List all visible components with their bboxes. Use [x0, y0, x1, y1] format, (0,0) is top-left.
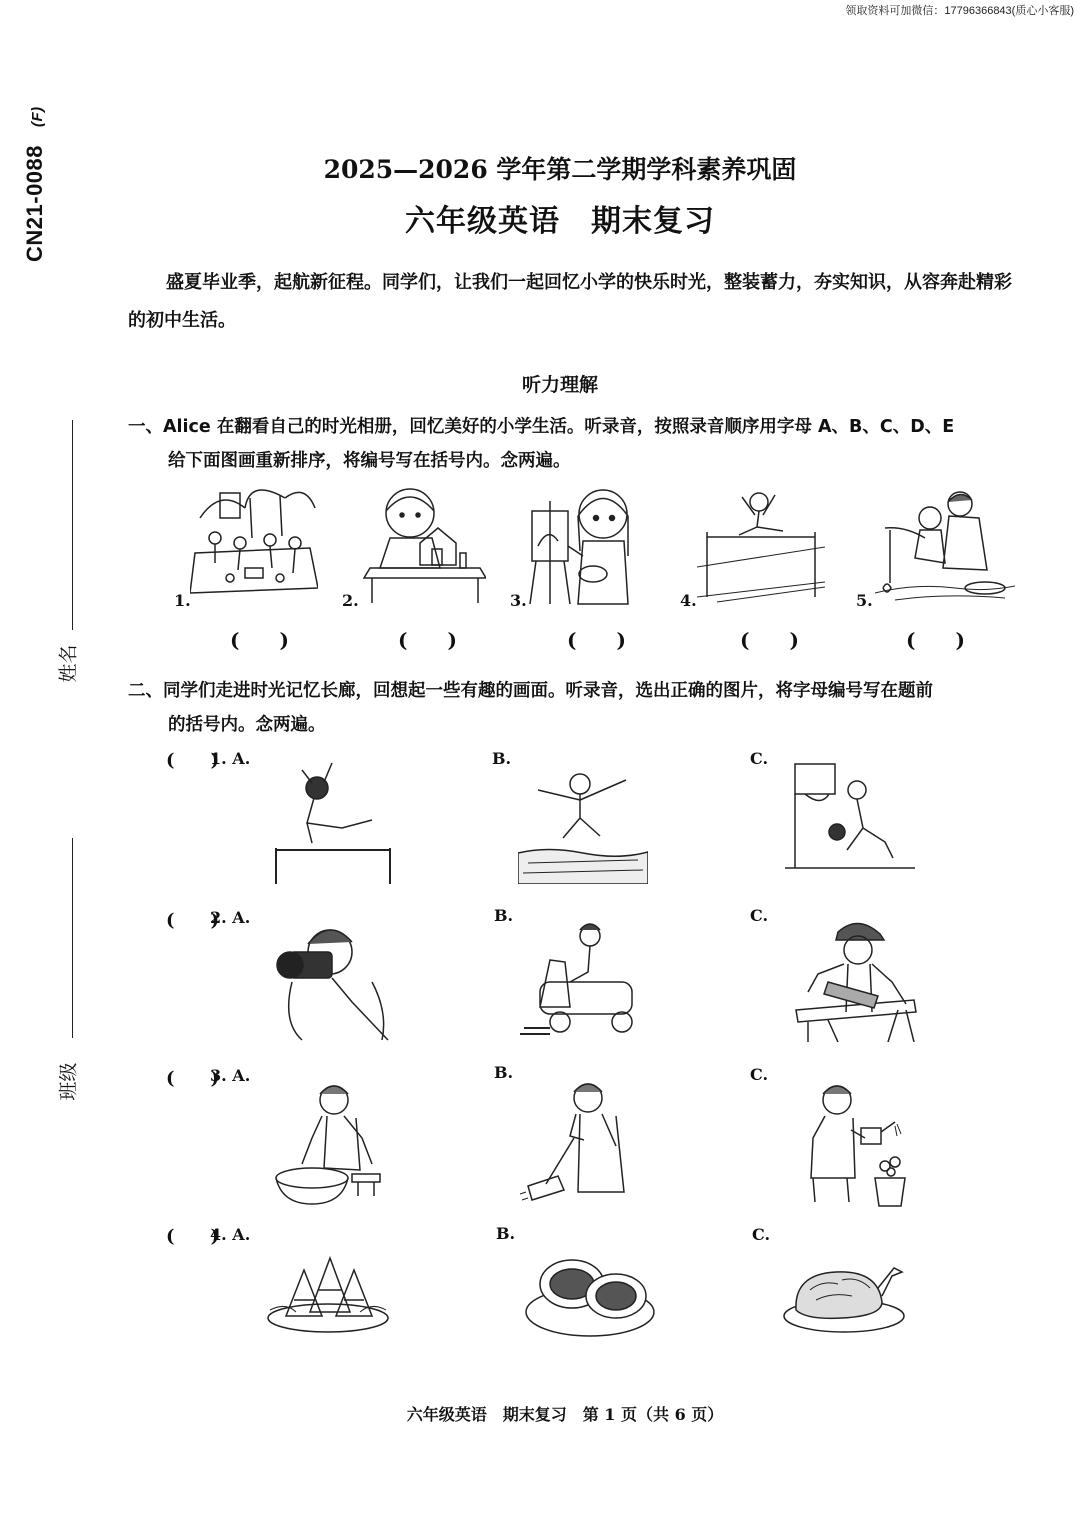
class-label: 班级	[57, 1062, 80, 1101]
q2-2-label-c: C.	[750, 906, 769, 925]
q2-4-label-b: B.	[496, 1224, 516, 1243]
page-footer: 六年级英语 期末复习 第 1 页（共 6 页）	[406, 1405, 724, 1424]
question-2-instructions	[128, 674, 1028, 742]
q2-4-label-c: C.	[752, 1225, 771, 1244]
q2-answer-3[interactable]: ( )	[166, 1068, 220, 1089]
q2-answer-2[interactable]: ( )	[166, 910, 220, 931]
q2-1-label-c: C.	[750, 749, 769, 768]
class-line	[72, 838, 73, 1038]
q2-line1: 二、同学们走进时光记忆长廊，回想起一些有趣的画面。听录音，选出正确的图片，将字母编号写在题前	[128, 681, 933, 701]
fishing-icon	[875, 488, 1015, 604]
name-field[interactable]	[48, 420, 88, 683]
q2-2-label-a: 2. A.	[210, 908, 251, 927]
street-sweeper-icon	[520, 912, 642, 1038]
section-title: 听力理解	[521, 374, 598, 396]
high-jump-icon	[272, 758, 394, 884]
q1-line1: 一、Alice 在翻看自己的时光相册，回忆美好的小学生活。听录音，按照录音顺序用字母 A、B、C、D、E	[128, 417, 955, 437]
q1-item-4-number: 4.	[680, 591, 697, 610]
paper-code-mark: (F)	[29, 106, 46, 127]
question-1-instructions	[128, 410, 1028, 478]
long-jump-icon	[518, 768, 648, 884]
paper-code	[22, 92, 92, 292]
paper-code-text: CN21-0088	[22, 144, 47, 262]
name-label: 姓名	[57, 644, 80, 683]
watermark: 领取资料可加微信：17796366843(质心小客服)	[845, 5, 1074, 17]
q1-item-5-number: 5.	[856, 591, 873, 610]
zongzi-icon	[266, 1250, 390, 1336]
model-house-icon	[360, 483, 486, 603]
q1-item-1-number: 1.	[174, 591, 191, 610]
sweeping-icon	[518, 1076, 640, 1204]
intro-text: 盛夏毕业季，起航新征程。同学们，让我们一起回忆小学的快乐时光，整装蓄力，夯实知识，从容奔赴精彩的初中生活。	[128, 272, 1012, 331]
q1-line2: 给下面图画重新排序，将编号写在括号内。念两遍。	[168, 451, 571, 471]
class-field[interactable]	[48, 838, 88, 1108]
photographer-icon	[272, 912, 390, 1042]
q2-line2: 的括号内。念两遍。	[168, 715, 326, 735]
q1-answer-3[interactable]: ( )	[567, 628, 626, 652]
q2-3-label-b: B.	[494, 1063, 514, 1082]
q2-answer-4[interactable]: ( )	[166, 1226, 220, 1247]
q2-answer-1[interactable]: ( )	[166, 750, 220, 771]
q2-3-label-c: C.	[750, 1065, 769, 1084]
q1-answer-5[interactable]: ( )	[906, 628, 965, 652]
q2-1-label-b: B.	[492, 749, 512, 768]
basketball-icon	[785, 762, 915, 882]
q2-3-label-a: 3. A.	[210, 1066, 251, 1085]
q2-4-label-a: 4. A.	[210, 1225, 251, 1244]
q2-2-label-b: B.	[494, 906, 514, 925]
washing-clothes-icon	[272, 1078, 390, 1208]
watering-flowers-icon	[785, 1078, 915, 1208]
mooncake-icon	[524, 1250, 656, 1338]
q2-1-label-a: 1. A.	[210, 749, 251, 768]
roast-turkey-icon	[782, 1254, 912, 1334]
page-subtitle: 六年级英语 期末复习	[405, 204, 715, 239]
q1-item-2-number: 2.	[342, 591, 359, 610]
painting-icon	[528, 486, 632, 606]
q1-answer-2[interactable]: ( )	[398, 628, 457, 652]
name-line	[72, 420, 73, 630]
high-jump-icon	[697, 487, 825, 605]
q1-answer-4[interactable]: ( )	[740, 628, 799, 652]
picnic-icon	[190, 478, 318, 598]
q1-item-3-number: 3.	[510, 591, 527, 610]
carpenter-icon	[788, 912, 918, 1042]
page-title: 2025—2026 学年第二学期学科素养巩固	[323, 155, 797, 184]
q1-answer-1[interactable]: ( )	[230, 628, 289, 652]
